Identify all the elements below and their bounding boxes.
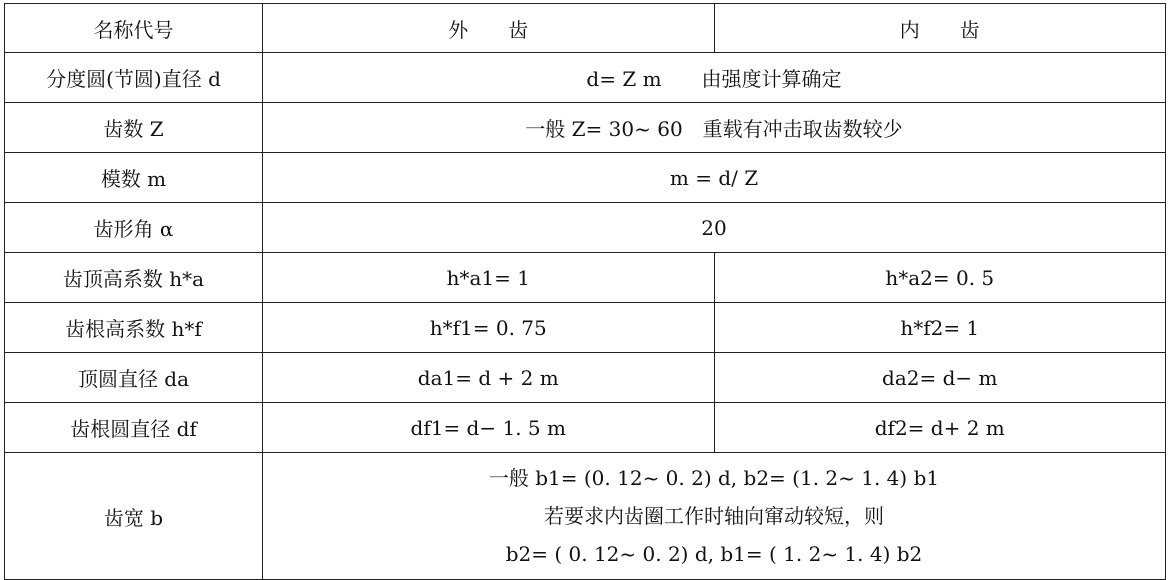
row-name-profile-angle: 齿形角 α — [5, 203, 263, 253]
table-row-teeth — [5, 103, 1166, 153]
table-row-root-diameter — [5, 403, 1166, 453]
row-external-tip-diameter: da1= d + 2 m — [263, 353, 715, 403]
row-name-teeth: 齿数 Z — [5, 103, 263, 153]
face-width-line-1: 一般 b1= (0. 12~ 0. 2) d, b2= (1. 2~ 1. 4) b1 — [488, 466, 940, 490]
table-row-profile-angle — [5, 203, 1166, 253]
row-value-teeth: 一般 Z= 30~ 60 重载有冲击取齿数较少 — [263, 103, 1166, 153]
table-row-face-width — [5, 453, 1166, 580]
table-header-row — [5, 4, 1166, 53]
row-name-face-width: 齿宽 b — [5, 453, 263, 580]
row-internal-addendum-coefficient: h*a2= 0. 5 — [714, 253, 1166, 303]
row-name-pitch-diameter: 分度圆(节圆)直径 d — [5, 53, 263, 103]
face-width-line-2: 若要求内齿圈工作时轴向窜动较短，则 — [544, 504, 884, 528]
header-internal-teeth: 内 齿 — [714, 4, 1166, 53]
table-row-dedendum-coefficient — [5, 303, 1166, 353]
row-name-addendum-coefficient: 齿顶高系数 h*a — [5, 253, 263, 303]
header-name-code: 名称代号 — [5, 4, 263, 53]
row-internal-tip-diameter: da2= d− m — [714, 353, 1166, 403]
row-value-profile-angle: 20 — [263, 203, 1166, 253]
table-row-module — [5, 153, 1166, 203]
row-name-tip-diameter: 顶圆直径 da — [5, 353, 263, 403]
row-value-module: m = d/ Z — [263, 153, 1166, 203]
row-external-root-diameter: df1= d− 1. 5 m — [263, 403, 715, 453]
table-row-tip-diameter — [5, 353, 1166, 403]
row-name-module: 模数 m — [5, 153, 263, 203]
gear-parameter-table — [4, 3, 1166, 580]
row-value-face-width — [263, 453, 1166, 580]
table-row-addendum-coefficient — [5, 253, 1166, 303]
row-internal-root-diameter: df2= d+ 2 m — [714, 403, 1166, 453]
row-internal-dedendum-coefficient: h*f2= 1 — [714, 303, 1166, 353]
row-external-dedendum-coefficient: h*f1= 0. 75 — [263, 303, 715, 353]
face-width-line-3: b2= ( 0. 12~ 0. 2) d, b1= ( 1. 2~ 1. 4) b2 — [505, 542, 923, 566]
row-name-root-diameter: 齿根圆直径 df — [5, 403, 263, 453]
row-external-addendum-coefficient: h*a1= 1 — [263, 253, 715, 303]
header-external-teeth: 外 齿 — [263, 4, 715, 53]
row-name-dedendum-coefficient: 齿根高系数 h*f — [5, 303, 263, 353]
table-row-pitch-diameter — [5, 53, 1166, 103]
row-value-pitch-diameter: d= Z m 由强度计算确定 — [263, 53, 1166, 103]
